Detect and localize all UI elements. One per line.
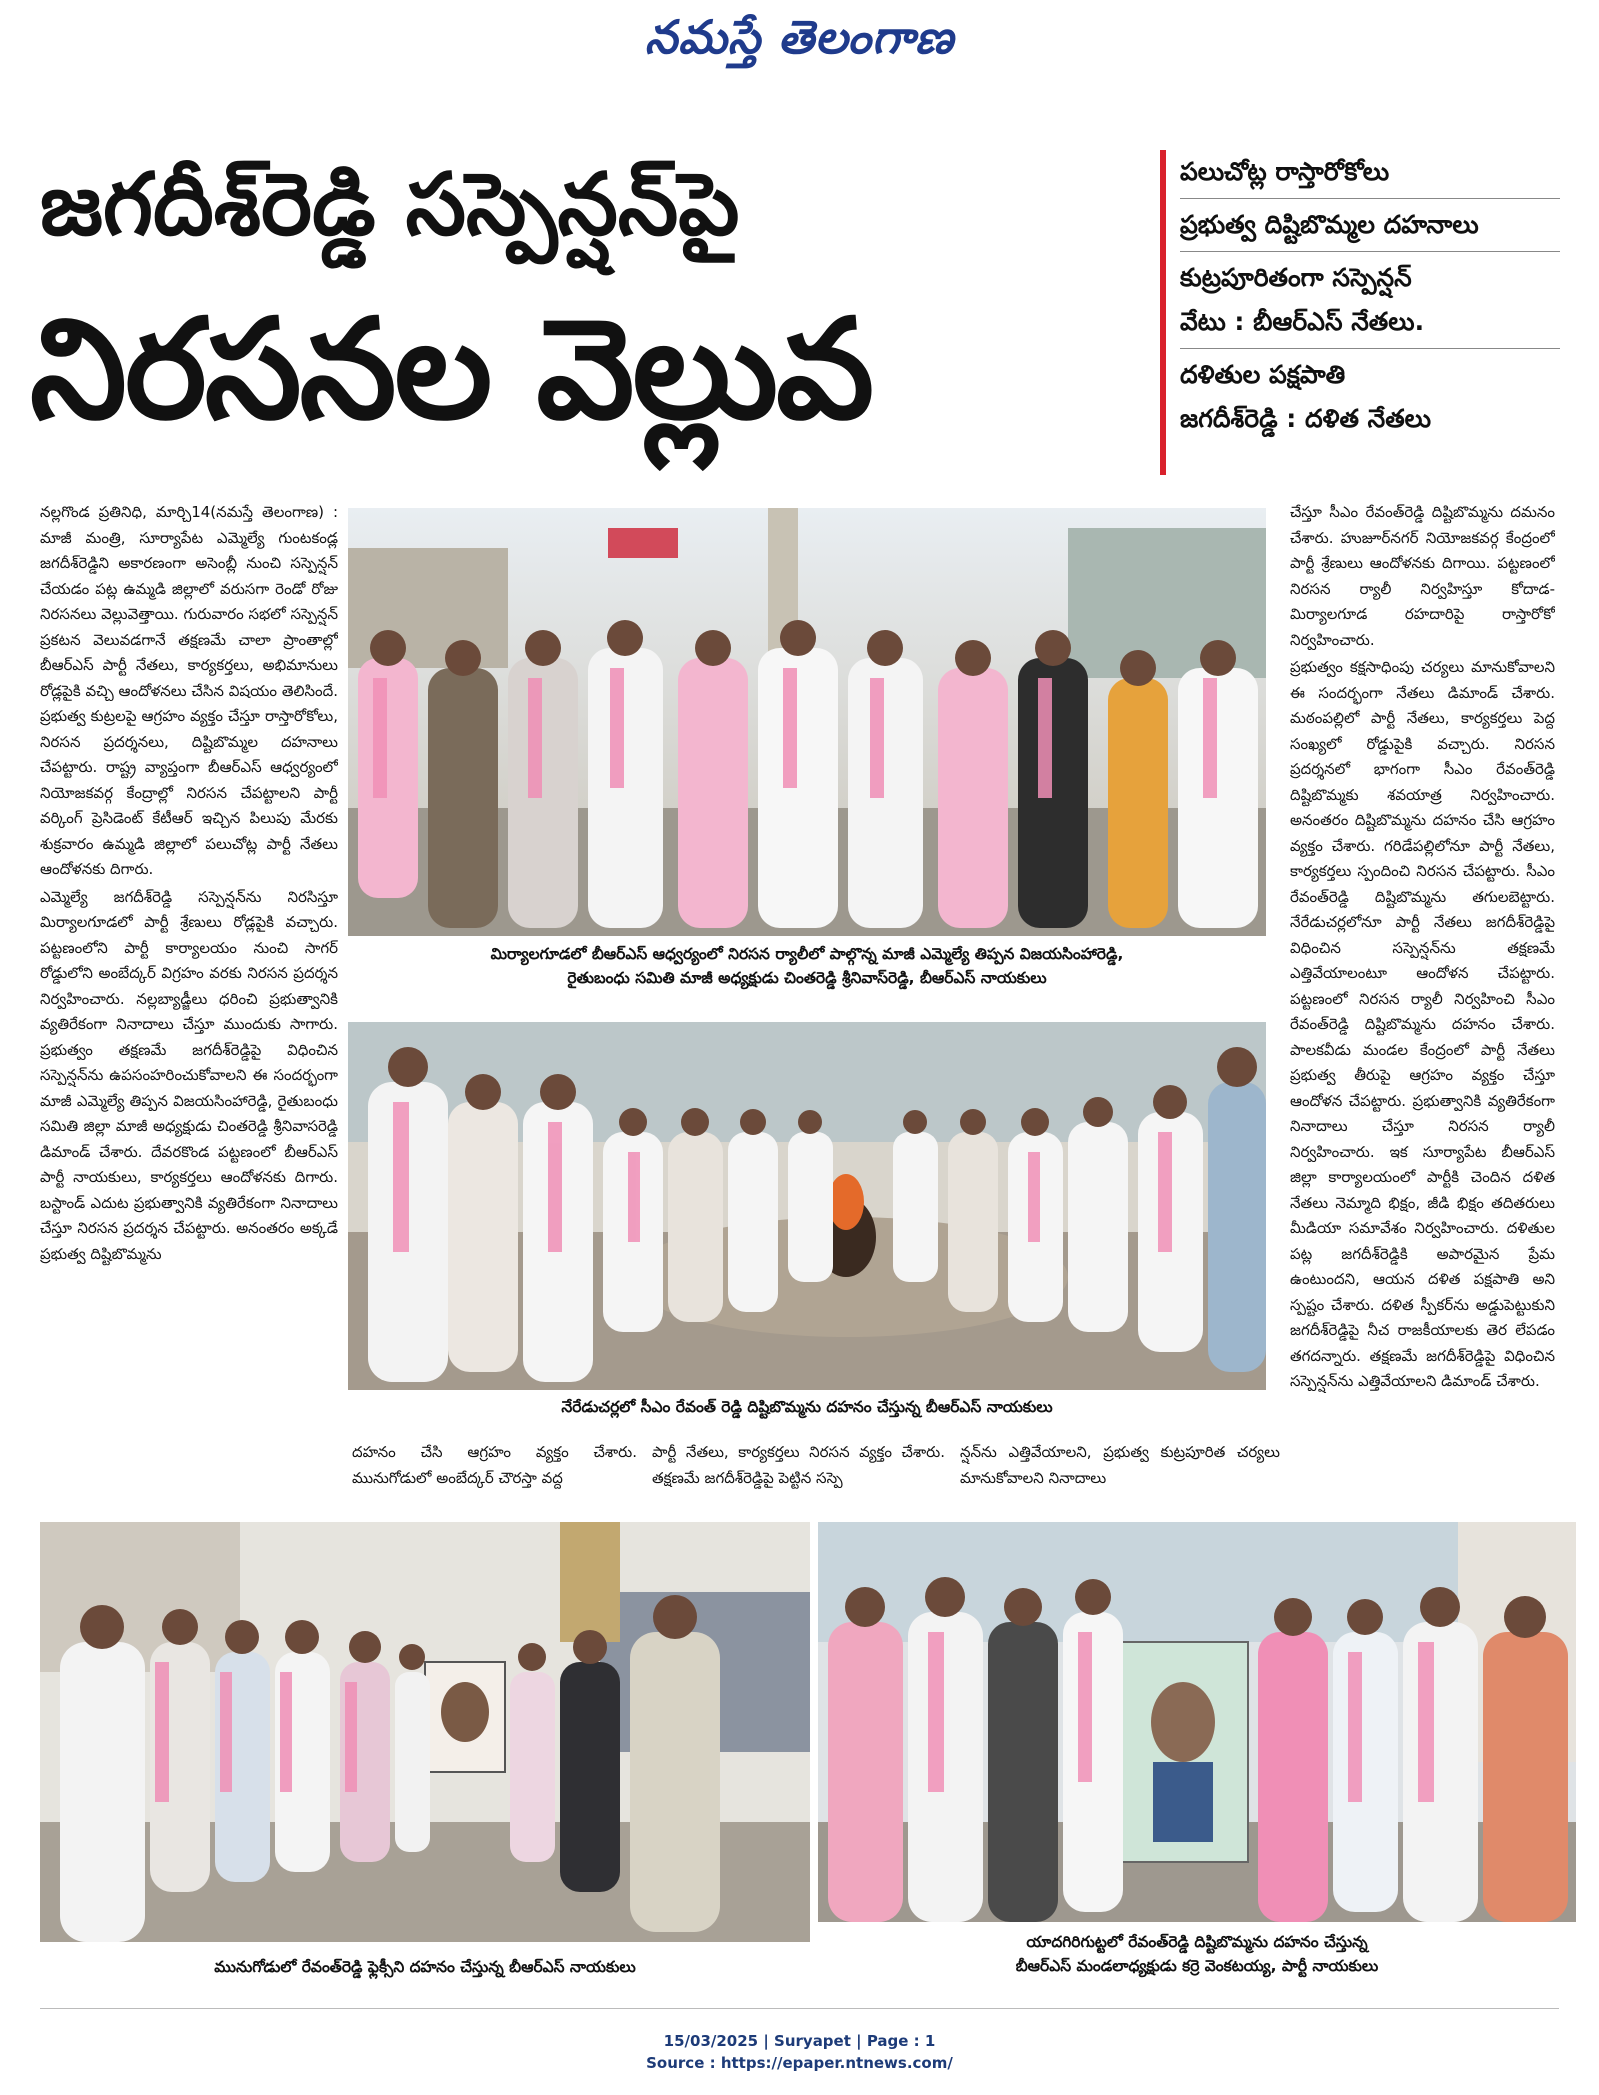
headline-line-1: జగదీశ్‌రెడ్డి సస్పెన్షన్‌పై bbox=[40, 155, 740, 255]
article-paragraph: ప్రభుత్వం కక్షసాధింపు చర్యలు మానుకోవాలని ఈ సందర్భంగా నేతలు డిమాండ్ చేశారు. మఠంపల్లిలో పార్టీ నేతలు, కార్యకర్తలు పెద్ద సంఖ్యలో రోడ్డుపైకి వచ్చారు. నిరసన ప్రదర్శనలో భాగంగా సీఎం రేవంత్‌రెడ్డి దిష్టిబొమ్మకు శవయాత్ర నిర్వహించారు. అనంతరం దిష్టిబొమ్మను దహనం చేసి ఆగ్రహం వ్యక్తం చేశారు. గరిడేపల్లిలోనూ పార్టీ నేతలు, కార్యకర్తలు స్పందించి నిరసన చేపట్టారు. సీఎం రేవంత్‌రెడ్డి దిష్టిబొమ్మను తగులబెట్టారు. నేరేడుచర్లలోనూ పార్టీ నేతలు జగదీశ్‌రెడ్డిపై విధించిన సస్పెన్షన్‌ను తక్షణమే ఎత్తివేయాలంటూ ఆందోళన చేపట్టారు. పట్టణంలో నిరసన ర్యాలీ నిర్వహించి సీఎం రేవంత్‌రెడ్డి దిష్టిబొమ్మను దహనం చేశారు. పాలకవీడు మండల కేంద్రంలో పార్టీ నేతలు ప్రభుత్వ తీరుపై ఆగ్రహం వ్యక్తం చేస్తూ ఆందోళన చేపట్టారు. ప్రభుత్వానికి వ్యతిరేకంగా నినాదాలు చేస్తూ నిరసన ర్యాలీ నిర్వహించారు. ఇక సూర్యాపేట బీఆర్‌ఎస్ జిల్లా కార్యాలయంలో పార్టీకి చెందిన దళిత నేతలు నెమ్మాది భిక్షం, జీడి భిక్షం తదితరులు మీడియా సమావేశం నిర్వహించారు. దళితుల పట్ల జగదీశ్‌రెడ్డికి అపారమైన ప్రేమ ఉంటుందని, ఆయన దళిత పక్షపాతి అని స్పష్టం చేశారు. దళిత స్పీకర్‌ను అడ్డుపెట్టుకుని జగదీశ్‌రెడ్డిపై నీచ రాజకీయాలకు తెర లేపడం తగదన్నారు. తక్షణమే జగదీశ్‌రెడ్డిపై విధించిన సస్పెన్షన్‌ను ఎత్తివేయాలని డిమాండ్ చేశారు. bbox=[1290, 658, 1555, 1390]
highlight-line: జగదీశ్‌రెడ్డి : దళిత నేతలు bbox=[1180, 404, 1432, 433]
article-paragraph: చేస్తూ సీఎం రేవంత్‌రెడ్డి దిష్టిబొమ్మను దమనం చేశారు. హుజూర్‌నగర్ నియోజకవర్గ కేంద్రంలో పార్టీ శ్రేణులు ఆందోళనకు దిగాయి. పట్టణంలో నిరసన ర్యాలీ నిర్వహిస్తూ కోదాడ-మిర్యాలగూడ రహదారిపై రాస్తారోకో నిర్వహించారు. bbox=[1290, 503, 1555, 649]
highlight-line: కుట్రపూరితంగా సస్పెన్షన్ bbox=[1180, 263, 1412, 292]
highlight-separator bbox=[1180, 348, 1560, 349]
photo-yadagirigutta-effigy bbox=[818, 1522, 1576, 1922]
photo-caption-munugodu: మునుగోడులో రేవంత్‌రెడ్డి ఫ్లెక్సీని దహనం చేస్తున్న బీఆర్‌ఎస్ నాయకులు bbox=[214, 1958, 636, 1976]
highlight-line: ప్రభుత్వ దిష్టిబొమ్మల దహనాలు bbox=[1180, 210, 1479, 239]
article-column-right bbox=[1290, 500, 1555, 1515]
highlights-box bbox=[1180, 150, 1580, 480]
yadagirigutta-photo-illustration bbox=[818, 1522, 1576, 1922]
caption-line: రైతుబంధు సమితి మాజీ అధ్యక్షుడు చింతరెడ్డి శ్రీనివాస్‌రెడ్డి, బీఆర్‌ఎస్ నాయకులు bbox=[567, 969, 1047, 987]
photo-caption-nereducharla: నేరేడుచర్లలో సీఎం రేవంత్ రెడ్డి దిష్టిబొమ్మను దహనం చేస్తున్న బీఆర్‌ఎస్ నాయకులు bbox=[561, 1398, 1053, 1416]
article-paragraph: నల్లగొండ ప్రతినిధి, మార్చి14(నమస్తే తెలంగాణ) : మాజీ మంత్రి, సూర్యాపేట ఎమ్మెల్యే గుంటకండ్ల జగదీశ్‌రెడ్డిని అకారణంగా అసెంబ్లీ నుంచి సస్పెన్షన్ చేయడం పట్ల ఉమ్మడి జిల్లాలో వరుసగా రెండో రోజు నిరసనలు వెల్లువెత్తాయి. గురువారం సభలో సస్పెన్షన్ ప్రకటన వెలువడగానే తక్షణమే చాలా ప్రాంతాల్లో బీఆర్‌ఎస్ పార్టీ నేతలు, కార్యకర్తలు, అభిమానులు రోడ్లపైకి వచ్చి ఆందోళనలు చేసిన విషయం తెలిసిందే. ప్రభుత్వ కుట్రలపై ఆగ్రహం వ్యక్తం చేస్తూ రాస్తారోకోలు, నిరసన ప్రదర్శనలు, దిష్టిబొమ్మల దహనాలు చేపట్టారు. రాష్ట్ర వ్యాప్తంగా బీఆర్‌ఎస్ ఆధ్వర్యంలో నియోజకవర్గ కేంద్రాల్లో నిరసన చేపట్టాలని పార్టీ వర్కింగ్ ప్రెసిడెంట్ కేటీఆర్ ఇచ్చిన పిలుపు మేరకు శుక్రవారం ఉమ్మడి జిల్లాలో పలుచోట్ల పార్టీ నేతలు ఆందోళనకు దిగారు. bbox=[40, 503, 338, 878]
headline-divider bbox=[1160, 150, 1166, 475]
masthead-title: నమస్తే తెలంగాణ bbox=[644, 10, 955, 64]
highlight-line: పలుచోట్ల రాస్తారోకోలు bbox=[1180, 157, 1390, 186]
photo-caption-miryalaguda bbox=[348, 942, 1266, 994]
caption-line: మిర్యాలగూడలో బీఆర్‌ఎస్ ఆధ్వర్యంలో నిరసన ర్యాలీలో పాల్గొన్న మాజీ ఎమ్మెల్యే తిప్పన విజయసింహారెడ్డి, bbox=[490, 945, 1124, 963]
page-footer bbox=[0, 2030, 1599, 2074]
article-paragraph: ఎమ్మెల్యే జగదీశ్‌రెడ్డి సస్పెన్షన్‌ను నిరసిస్తూ మిర్యాలగూడలో పార్టీ శ్రేణులు రోడ్లపైకి వచ్చారు. పట్టణంలోని పార్టీ కార్యాలయం నుంచి సాగర్ రోడ్డులోని అంబేద్కర్ విగ్రహం వరకు నిరసన ప్రదర్శన నిర్వహించారు. నల్లబ్యాడ్జీలు ధరించి ప్రభుత్వానికి వ్యతిరేకంగా నినాదాలు చేస్తూ ముందుకు సాగారు. ప్రభుత్వం తక్షణమే జగదీశ్‌రెడ్డిపై విధించిన సస్పెన్షన్‌ను ఉపసంహరించుకోవాలని ఈ సందర్భంగా మాజీ ఎమ్మెల్యే తిప్పన విజయసింహారెడ్డి, రైతుబంధు సమితి జిల్లా మాజీ అధ్యక్షుడు చింతరెడ్డి శ్రీనివాసరెడ్డి డిమాండ్ చేశారు. దేవరకొండ పట్టణంలో బీఆర్‌ఎస్ పార్టీ నాయకులు, కార్యకర్తలు ఆందోళనకు దిగారు. బస్టాండ్ ఎదుట ప్రభుత్వానికి వ్యతిరేకంగా నినాదాలు చేస్తూ నిరసన ప్రదర్శన చేపట్టారు. అనంతరం అక్కడే ప్రభుత్వ దిష్టిబొమ్మను bbox=[40, 887, 338, 1263]
highlight-line: దళితుల పక్షపాతి bbox=[1180, 360, 1346, 389]
highlight-line: వేటు : బీఆర్‌ఎస్ నేతలు. bbox=[1180, 307, 1425, 336]
photo-munugodu-flexi bbox=[40, 1522, 810, 1942]
article-column-mid-1: దహనం చేసి ఆగ్రహం వ్యక్తం చేశారు. మునుగోడులో అంబేద్కర్ చౌరస్తా వద్ద bbox=[352, 1443, 637, 1487]
article-column-mid-2: పార్టీ నేతలు, కార్యకర్తలు నిరసన వ్యక్తం చేశారు. తక్షణమే జగదీశ్‌రెడ్డిపై పెట్టిన సస్పె bbox=[652, 1443, 945, 1487]
article-column-left bbox=[40, 500, 338, 1490]
headline-line-2: నిరసనల వెల్లువ bbox=[30, 289, 873, 450]
effigy-photo-illustration bbox=[348, 1022, 1266, 1390]
footer-source-link[interactable]: Source : https://epaper.ntnews.com/ bbox=[646, 2054, 953, 2072]
footer-divider bbox=[40, 2008, 1559, 2009]
photo-miryalaguda-rally bbox=[348, 508, 1266, 936]
article-column-mid-3: న్షన్‌ను ఎత్తివేయాలని, ప్రభుత్వ కుట్రపూరిత చర్యలు మానుకోవాలని నినాదాలు bbox=[960, 1443, 1280, 1487]
flexi-photo-illustration bbox=[40, 1522, 810, 1942]
highlight-separator bbox=[1180, 251, 1560, 252]
photo-nereducharla-effigy bbox=[348, 1022, 1266, 1390]
footer-edition-info: 15/03/2025 | Suryapet | Page : 1 bbox=[663, 2032, 936, 2050]
highlight-separator bbox=[1180, 198, 1560, 199]
rally-photo-illustration bbox=[348, 508, 1266, 936]
photo-caption-yadagirigutta bbox=[818, 1930, 1576, 1982]
caption-line: యాదగిరిగుట్టలో రేవంత్‌రెడ్డి దిష్టిబొమ్మను దహనం చేస్తున్న bbox=[1026, 1933, 1368, 1951]
caption-line: బీఆర్‌ఎస్ మండలాధ్యక్షుడు కర్రె వెంకటయ్య, పార్టీ నాయకులు bbox=[1015, 1957, 1379, 1975]
